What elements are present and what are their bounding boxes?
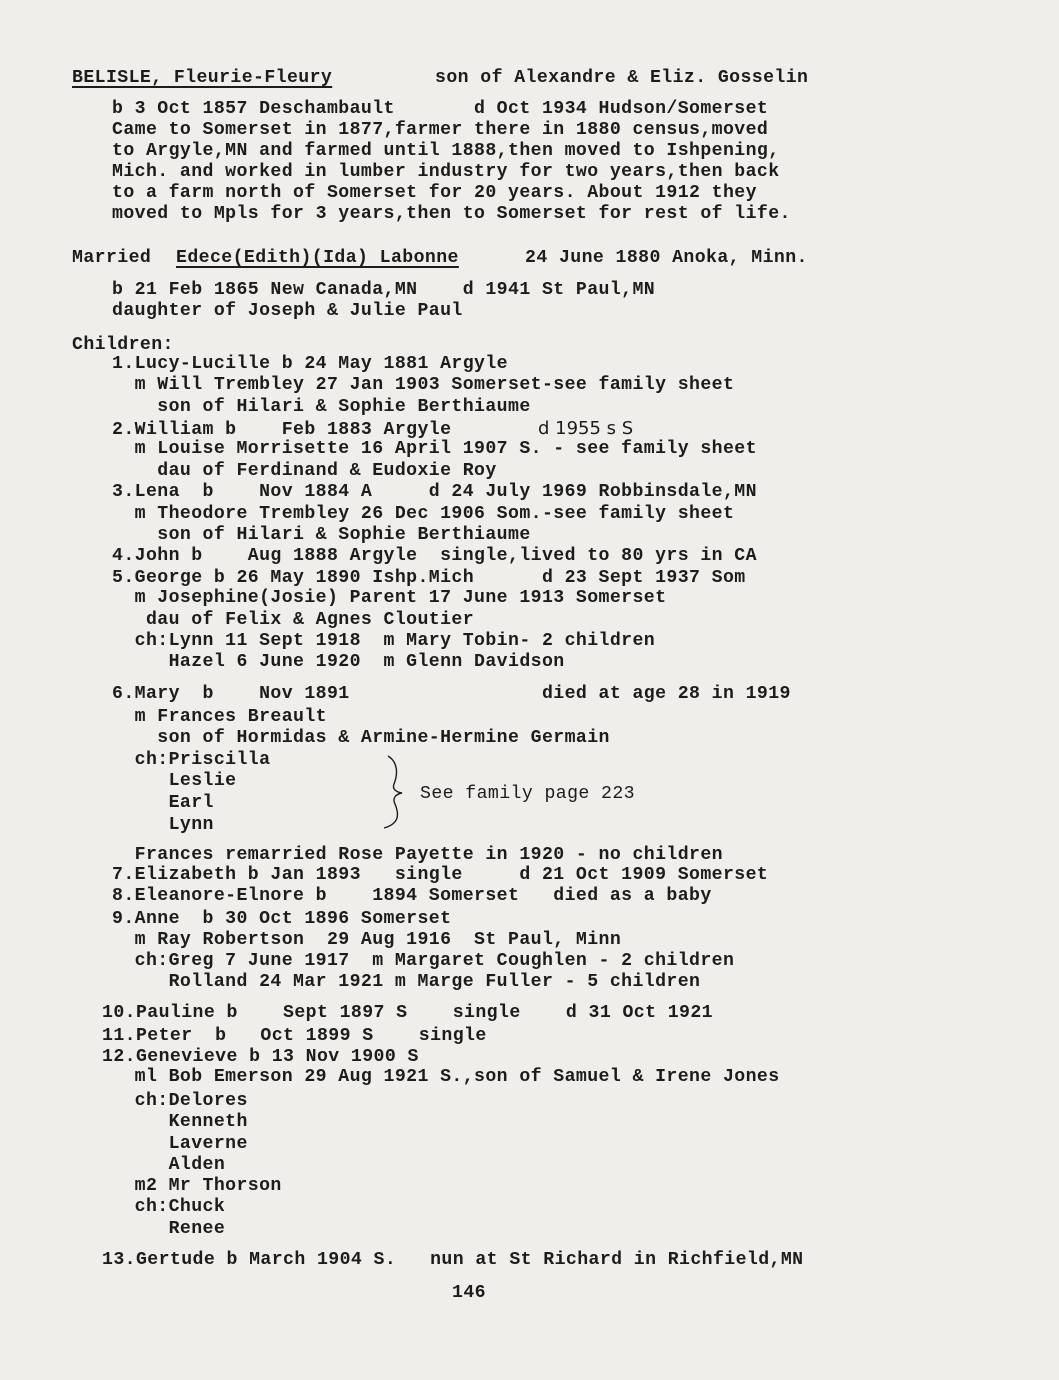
child-line: Kenneth	[112, 1112, 248, 1132]
child-line: ch:Priscilla	[112, 750, 271, 770]
person-parents: son of Alexandre & Eliz. Gosselin	[435, 68, 809, 88]
child-line: 3.Lena b Nov 1884 A d 24 July 1969 Robbinsdale,MN	[112, 482, 757, 502]
child-line: Earl	[112, 793, 214, 813]
child-line: Laverne	[112, 1134, 248, 1154]
child-line: 11.Peter b Oct 1899 S single	[102, 1026, 487, 1046]
child-line: Hazel 6 June 1920 m Glenn Davidson	[112, 652, 565, 672]
child-line: 2.William b Feb 1883 Argyle	[112, 420, 452, 440]
spouse-info-line: b 21 Feb 1865 New Canada,MN d 1941 St Paul,MN	[112, 280, 656, 300]
child-line: Leslie	[112, 771, 237, 791]
person-name: BELISLE, Fleurie-Fleury	[72, 68, 333, 88]
child-line: son of Hormidas & Armine-Hermine Germain	[112, 728, 610, 748]
child-line: 1.Lucy-Lucille b 24 May 1881 Argyle	[112, 354, 508, 374]
child-line: Renee	[112, 1219, 226, 1239]
child-line: ch:Delores	[112, 1091, 248, 1111]
marriage-detail: 24 June 1880 Anoka, Minn.	[525, 248, 808, 268]
handwritten-note: d 1955 s S	[538, 418, 634, 439]
child-line: ch:Lynn 11 Sept 1918 m Mary Tobin- 2 children	[112, 631, 656, 651]
child-line: m Ray Robertson 29 Aug 1916 St Paul, Minn	[112, 930, 622, 950]
bio-line: to Argyle,MN and farmed until 1888,then moved to Ishpening,	[112, 141, 780, 161]
child-line: Alden	[112, 1155, 226, 1175]
child-line: 12.Genevieve b 13 Nov 1900 S	[102, 1047, 419, 1067]
child-line: son of Hilari & Sophie Berthiaume	[112, 525, 531, 545]
bio-line: to a farm north of Somerset for 20 years. About 1912 they	[112, 183, 757, 203]
brace-note: See family page 223	[420, 784, 635, 804]
child-line: ch:Greg 7 June 1917 m Margaret Coughlen - 2 children	[112, 951, 735, 971]
child-line: son of Hilari & Sophie Berthiaume	[112, 397, 531, 417]
child-line: dau of Ferdinand & Eudoxie Roy	[112, 461, 497, 481]
child-line: m Will Trembley 27 Jan 1903 Somerset-see family sheet	[112, 375, 735, 395]
child-line: Lynn	[112, 815, 214, 835]
spouse-name: Edece(Edith)(Ida) Labonne	[176, 248, 459, 268]
bio-line: b 3 Oct 1857 Deschambault d Oct 1934 Hudson/Somerset	[112, 99, 769, 119]
child-line: ch:Chuck	[112, 1197, 226, 1217]
child-line: ml Bob Emerson 29 Aug 1921 S.,son of Samuel & Irene Jones	[112, 1067, 780, 1087]
child-line: m Theodore Trembley 26 Dec 1906 Som.-see family sheet	[112, 504, 735, 524]
child-line: 13.Gertude b March 1904 S. nun at St Richard in Richfield,MN	[102, 1250, 804, 1270]
child-line: 9.Anne b 30 Oct 1896 Somerset	[112, 909, 452, 929]
child-line: 8.Eleanore-Elnore b 1894 Somerset died as a baby	[112, 886, 712, 906]
child-line: Frances remarried Rose Payette in 1920 - no children	[112, 845, 723, 865]
child-line: m Louise Morrisette 16 April 1907 S. - see family sheet	[112, 439, 757, 459]
spouse-info-line: daughter of Joseph & Julie Paul	[112, 301, 463, 321]
child-line: m Frances Breault	[112, 707, 327, 727]
child-line: 10.Pauline b Sept 1897 S single d 31 Oct 1921	[102, 1003, 713, 1023]
bio-line: Came to Somerset in 1877,farmer there in 1880 census,moved	[112, 120, 769, 140]
children-heading: Children:	[72, 335, 174, 355]
page-number: 146	[452, 1283, 486, 1303]
child-line: m Josephine(Josie) Parent 17 June 1913 Somerset	[112, 588, 667, 608]
child-line: Rolland 24 Mar 1921 m Marge Fuller - 5 children	[112, 972, 701, 992]
child-line: m2 Mr Thorson	[112, 1176, 282, 1196]
child-line: 5.George b 26 May 1890 Ishp.Mich d 23 Sept 1937 Som	[112, 568, 746, 588]
bio-line: moved to Mpls for 3 years,then to Somerset for rest of life.	[112, 204, 791, 224]
child-line: 7.Elizabeth b Jan 1893 single d 21 Oct 1909 Somerset	[112, 865, 769, 885]
brace-icon	[380, 752, 410, 832]
marriage-prefix: Married	[72, 248, 152, 268]
child-line: 4.John b Aug 1888 Argyle single,lived to 80 yrs in CA	[112, 546, 757, 566]
child-line: 6.Mary b Nov 1891 died at age 28 in 1919	[112, 684, 791, 704]
child-line: dau of Felix & Agnes Cloutier	[112, 610, 475, 630]
bio-line: Mich. and worked in lumber industry for two years,then back	[112, 162, 780, 182]
